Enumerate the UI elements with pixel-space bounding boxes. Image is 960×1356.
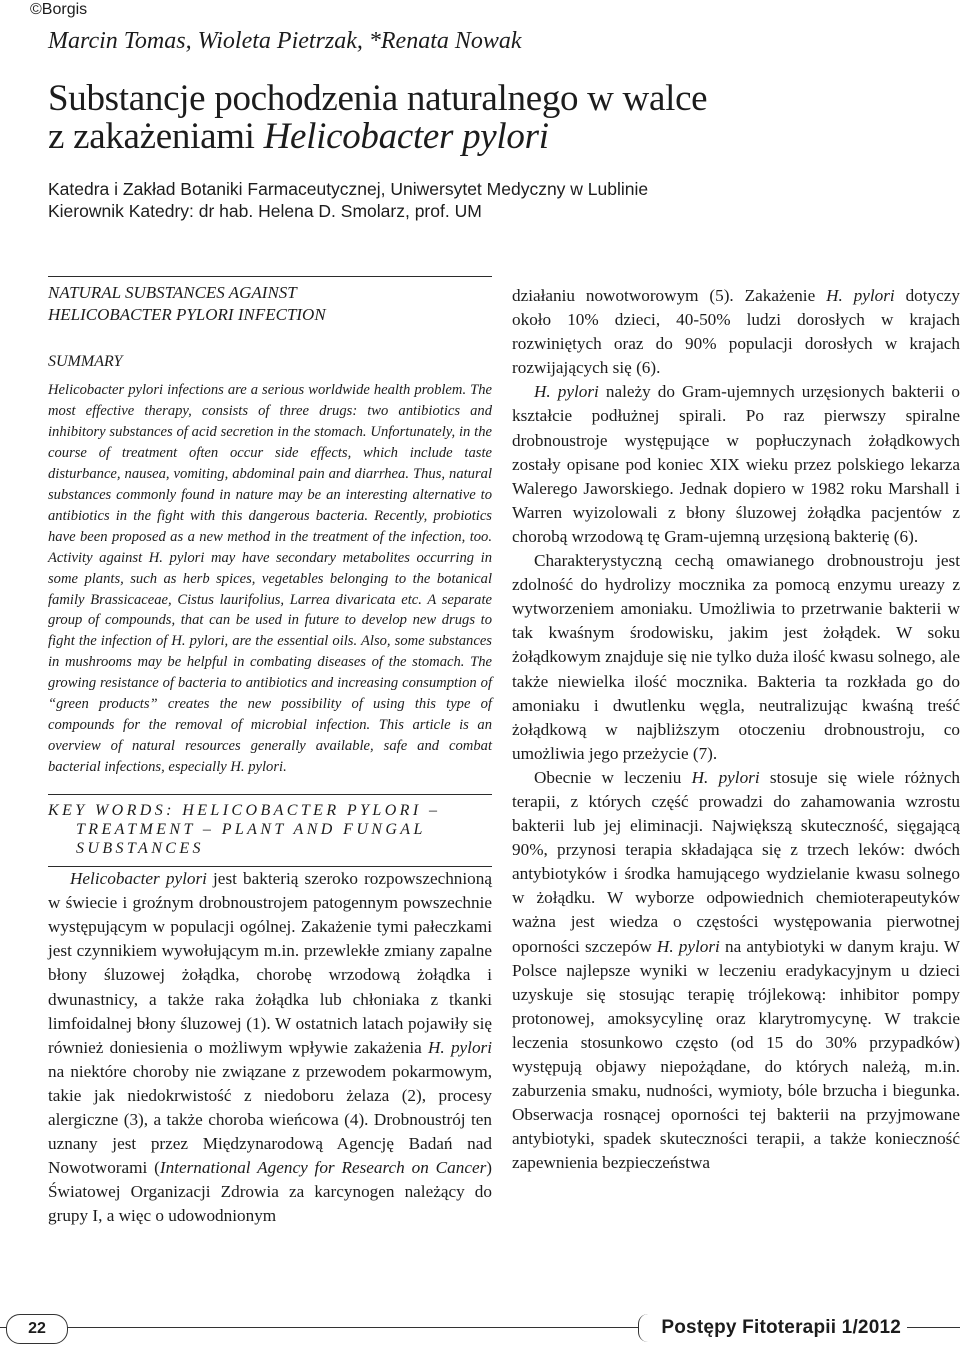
italic-term: Helicobacter pylori: [70, 869, 207, 889]
italic-term: H. pylori: [428, 1037, 493, 1057]
body-paragraph-right-2: [512, 380, 960, 549]
text-run: na niektóre choroby nie związane z przewodem pokarmowym, takie jak niedokrwistość z niedoboru żelaza (2), procesy alergiczne (3), a także choroba wieńcowa (4). Drobnoustrój ten uznany jest przez Międzynarodową Agencję Badań nad Nowotworami (: [48, 1061, 492, 1178]
left-column: [48, 280, 492, 1229]
english-title-line-1: NATURAL SUBSTANCES AGAINST: [48, 283, 297, 302]
body-paragraph-right-1: [512, 284, 960, 380]
english-title: [48, 282, 492, 326]
affiliation: [48, 178, 648, 222]
body-paragraph-right-3: [512, 549, 960, 766]
summary-abstract: Helicobacter pylori infections are a serious worldwide health problem. The most effective therapy, consists of three drugs: two antibiotics and inhibitory substances of acid secretion in the stomach. Unfortunately, in the course of treatment often occur side effects, which include taste disturbance, nausea, vomiting, abdominal pain and diarrhea. Thus, natural substances commonly found in nature may be an interesting alternative to antibiotics in the fight with this dangerous bacteria. Recently, probiotics have been proposed as a new method in the treatment of the infection, too. Activity against H. pylori may have secondary metabolites occurring in some plants, such as herb spices, vegetables belonging to the botanical family Brassicaceae, Cistus laurifolius, Larrea divaricata etc. A separate group of compounds, that can be used in future to develop new drugs to fight the infection of H. pylori, are the essential oils. Also, some substances in mushrooms may be helpful in combating diseases of the stomach. The growing resistance of bacteria to antibiotics and increasing consumption of “green products” creates the new possibility of using this type of compounds for the removal of microbial infection. This article is an overview of natural resources generally available, safe and combat bacterial infections, especially H. pylori.: [48, 382, 492, 776]
title-line-2-italic: Helicobacter pylori: [263, 116, 549, 157]
left-column-top-rule: [48, 276, 492, 277]
text-run: ) Światowej Organizacji Zdrowia za karcynogen należący do grupy I, a więc o udowodnionym: [48, 1158, 492, 1226]
italic-term: International Agency for Research on Cancer: [159, 1158, 487, 1178]
footer-rule-left: [0, 1327, 640, 1328]
text-run: należy do Gram-ujemnych urzęsionych bakterii o kształcie podłużnej spirali. Po raz pierwszy spiralne drobnoustroje występujące w popłuczynach żołądkowych zostały opisane pod koniec XIX wieku przez polskiego lekarza Walerego Jaworskiego. Jednak dopiero w 1982 roku Marshall i Warren wyizolowali z błony śluzowej żołądka pacjentów z chorobą wrzodową tę Gram-ujemną urzęsioną bakterię (6).: [512, 382, 960, 546]
body-paragraph-left: [48, 867, 492, 1228]
article-title: [48, 80, 707, 156]
affiliation-department: Katedra i Zakład Botaniki Farmaceutycznej, Uniwersytet Medyczny w Lublinie: [48, 179, 649, 199]
keywords: KEY WORDS: HELICOBACTER PYLORI – TREATMENT – PLANT AND FUNGAL SUBSTANCES: [48, 802, 441, 858]
italic-term: H. pylori: [534, 382, 599, 402]
publisher-label: ©Borgis: [30, 1, 88, 18]
text-run: Obecnie w leczeniu: [534, 767, 692, 787]
italic-term: H. pylori: [656, 936, 720, 956]
journal-name: Postępy Fitoterapii 1/2012: [638, 1314, 907, 1342]
text-run: stosuje się wiele różnych terapii, z których część prowadzi do zahamowania wzrostu bakterii lub jej eliminacji. Największą skuteczność, sięgającą 90%, przynosi terapia składająca się z trzech leków: dwóch antybiotyków i środka hamującego wydzielanie kwasu solnego w żołądku. W wyborze odpowiednich chemioterapeutyków ważna jest wiedza o częstości występowania pierwotnej oporności szczepów: [512, 767, 960, 956]
title-line-1: Substancje pochodzenia naturalnego w walce: [48, 78, 708, 119]
summary-heading: SUMMARY: [48, 353, 123, 370]
authors: Marcin Tomas, Wioleta Pietrzak, *Renata Nowak: [48, 28, 522, 54]
text-run: na antybiotyki w danym kraju. W Polsce najlepsze wyniki w leczeniu eradykacyjnym u dzieci uzyskuje się stosując terapię trójlekową: inhibitor pompy protonowej, amoksycylinę oraz klarytromycynę. W trakcie leczenia stosunkowo często (od 15 do 30% przypadków) występują objawy niepożądane, do których należą, m.in. zaburzenia smaku, nudności, wymioty, bóle brzucha i biegunka. Obserwacja rosnącej oporności tej bakterii na przyjmowane antybiotyki, spadek skuteczności terapii, a także konieczność zapewnienia bezpieczeństwa: [512, 936, 960, 1173]
title-line-2-prefix: z zakażeniami: [48, 116, 264, 157]
text-run: dotyczy około 10% dzieci, 40-50% ludzi dorosłych w krajach rozwiniętych oraz do 90% populacji dorosłych w krajach rozwijających się (6).: [512, 286, 960, 378]
right-column: [512, 284, 960, 1175]
keywords-rule: [48, 794, 492, 795]
page-number: 22: [6, 1314, 68, 1344]
affiliation-head: Kierownik Katedry: dr hab. Helena D. Smolarz, prof. UM: [48, 201, 482, 221]
italic-term: H. pylori: [826, 286, 895, 305]
italic-term: H. pylori: [691, 767, 760, 787]
body-paragraph-right-4: [512, 766, 960, 1176]
english-title-line-2: HELICOBACTER PYLORI INFECTION: [48, 305, 326, 324]
text-run: jest bakterią szeroko rozpowszechnioną w świecie i groźnym drobnoustrojem patogennym powszechnie występującym w populacji ogólnej. Zakażenie tymi pałeczkami jest czynnikiem wywołującym m.in. przewlekłe zmiany zapalne błony śluzowej żołądka, chorobę wrzodową żołądka i dwunastnicy, a także raka żołądka lub chłoniaka z tkanki limfoidalnej błony śluzowej (1). W ostatnich latach pojawiły się również doniesienia o możliwym wpływie zakażenia: [48, 869, 492, 1057]
text-run: działaniu nowotworowym (5). Zakażenie: [512, 286, 827, 305]
text-run: Charakterystyczną cechą omawianego drobnoustroju jest zdolność do hydrolizy mocznika za pomocą enzymu ureazy z wytworzeniem amoniaku. Umożliwia to przetrwanie bakterii w tak kwaśnym środowisku, jakim jest żołądek. W soku żołądkowym znajduje się nie tylko duża ilość kwasu solnego, ale także niewielka ilość mocznika. Bakteria ta rozkłada go do amoniaku i dwutlenku węgla, neutralizując kwaśną treść żołądkową w najbliższym otoczeniu drobnoustroju, co umożliwia jego przeżycie (7).: [512, 551, 960, 763]
